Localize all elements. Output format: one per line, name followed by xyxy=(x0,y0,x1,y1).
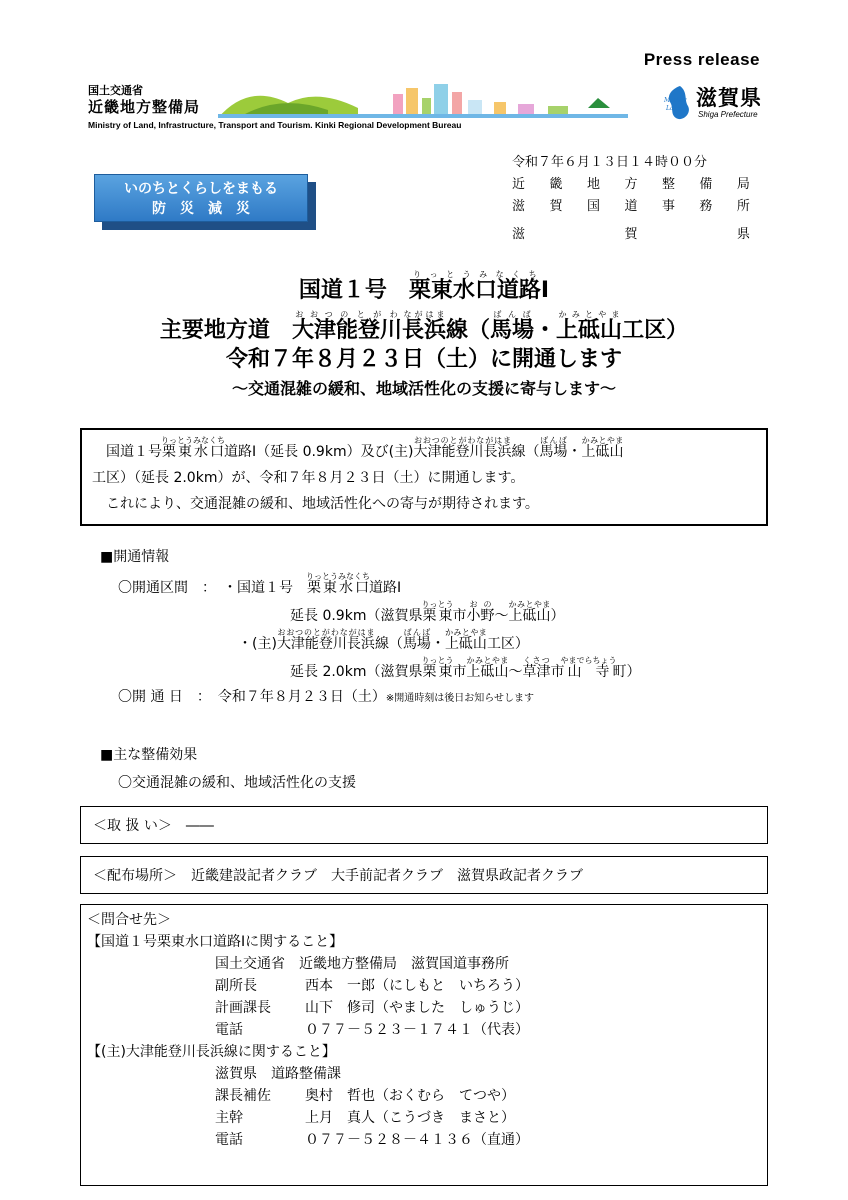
badge-line-2: 防 災 減 災 xyxy=(152,201,250,217)
issuer-org-2: 滋 賀 国 道 事 務 所 xyxy=(512,199,750,214)
contact-row: 主幹 上月 真人（こうづき まさと） xyxy=(215,1110,515,1126)
contact-group-1-org: 国土交通省 近畿地方整備局 滋賀国道事務所 xyxy=(215,956,509,972)
contact-row: 副所長 西本 一郎（にしもと いちろう） xyxy=(215,978,529,994)
contact-group-1-rows xyxy=(87,975,761,1041)
issuer-org-1: 近 畿 地 方 整 備 局 xyxy=(512,177,750,192)
summary-box xyxy=(80,428,768,526)
summary-line-1: 国道１号栗東水口りっとうみなくち道路Ⅰ（延長 0.9km）及び(主)大津能登川長浜おおつのとがわながはま線（馬場ばんば・上砥山かみとやま xyxy=(106,436,624,460)
opening-length-1: 延長 0.9km（滋賀県栗東りっとう市小野おの～上砥山かみとやま） xyxy=(290,600,565,624)
contact-group-2-rows xyxy=(87,1085,761,1151)
summary-line-2: 工区）（延長 2.0km）が、令和７年８月２３日（土）に開通します。 xyxy=(92,470,525,486)
opening-time-note: ※開通時刻は後日お知らせします xyxy=(385,693,534,704)
svg-text:Mother: Mother xyxy=(664,97,687,104)
shiga-prefecture-name: 滋賀県 xyxy=(696,86,762,110)
contact-group-2-org: 滋賀県 道路整備課 xyxy=(215,1066,341,1082)
distribution-clubs: 近畿建設記者クラブ 大手前記者クラブ 滋賀県政記者クラブ xyxy=(191,868,583,884)
effects-heading: ■主な整備効果 xyxy=(100,747,198,763)
opening-section-route-2: ・(主)大津能登川長浜おおつのとがわながはま線（馬場ばんば・上砥山かみとやま工区） xyxy=(238,628,529,652)
contacts-label: ＜問合せ先＞ xyxy=(87,912,171,928)
shiga-prefecture-english: Shiga Prefecture xyxy=(698,110,758,119)
kinki-bureau-name: 近畿地方整備局 xyxy=(88,98,201,116)
disaster-prevention-badge xyxy=(94,174,316,230)
contact-row: 課長補佐 奥村 哲也（おくむら てつや） xyxy=(215,1088,515,1104)
bureau-skyline-logo xyxy=(218,78,628,120)
distribution-label: ＜配布場所＞ xyxy=(93,868,177,884)
effects-item: 〇交通混雑の緩和、地域活性化の支援 xyxy=(118,775,356,791)
contact-row: 計画課長 山下 修司（やました しゅうじ） xyxy=(215,1000,529,1016)
issue-date: 令和７年６月１３日１４時００分 xyxy=(512,155,708,170)
press-release-label: Press release xyxy=(643,50,760,69)
mother-lake-icon xyxy=(662,84,696,124)
issuer-org-3: 滋 賀 県 xyxy=(512,227,750,242)
handling-value: ―― xyxy=(185,818,214,834)
mlit-name: 国土交通省 xyxy=(88,84,143,97)
issuer-block xyxy=(512,152,750,246)
contacts-box xyxy=(80,904,768,1186)
title-line-2: 主要地方道 大津おおつ能登川のとがわ長浜ながはま線（馬場ばんば・上砥山かみとやま工区） xyxy=(159,310,689,343)
summary-line-3: これにより、交通混雑の緩和、地域活性化への寄与が期待されます。 xyxy=(106,496,539,512)
opening-info-heading: ■開通情報 xyxy=(100,549,170,565)
contact-group-2-title: 【(主)大津能登川長浜線に関すること】 xyxy=(87,1044,336,1060)
contact-row: 電話 ０７７－５２３－１７４１（代表） xyxy=(215,1022,529,1038)
opening-date: 〇開 通 日 ： 令和７年８月２３日（土）※開通時刻は後日お知らせします xyxy=(118,689,534,705)
badge-line-1: いのちとくらしをまもる xyxy=(124,181,278,197)
contact-group-1-title: 【国道１号栗東水口道路Ⅰに関すること】 xyxy=(87,934,344,950)
opening-length-2: 延長 2.0km（滋賀県栗東りっとう市上砥山かみとやま～草津くさつ市山寺やまでらちょう町） xyxy=(290,656,641,680)
mlit-english-name: Ministry of Land, Infrastructure, Transport and Tourism. Kinki Regional Development Bureau xyxy=(88,120,462,130)
opening-section-route-1: 〇開通区間 ： ・国道１号 栗東水口りっとうみなくち道路Ⅰ xyxy=(118,572,402,596)
handling-box xyxy=(80,806,768,844)
distribution-box xyxy=(80,856,768,894)
svg-text:Lake: Lake xyxy=(666,105,681,112)
title-line-1: 国道１号 栗東水口道路りっとうみなくちⅠ xyxy=(298,270,550,303)
subtitle: ～交通混雑の緩和、地域活性化の支援に寄与します～ xyxy=(231,379,616,398)
contact-row: 電話 ０７７－５２８－４１３６（直通） xyxy=(215,1132,529,1148)
title-line-3: 令和７年８月２３日（土）に開通します xyxy=(225,347,622,372)
handling-label: ＜取 扱 い＞ xyxy=(93,818,172,834)
